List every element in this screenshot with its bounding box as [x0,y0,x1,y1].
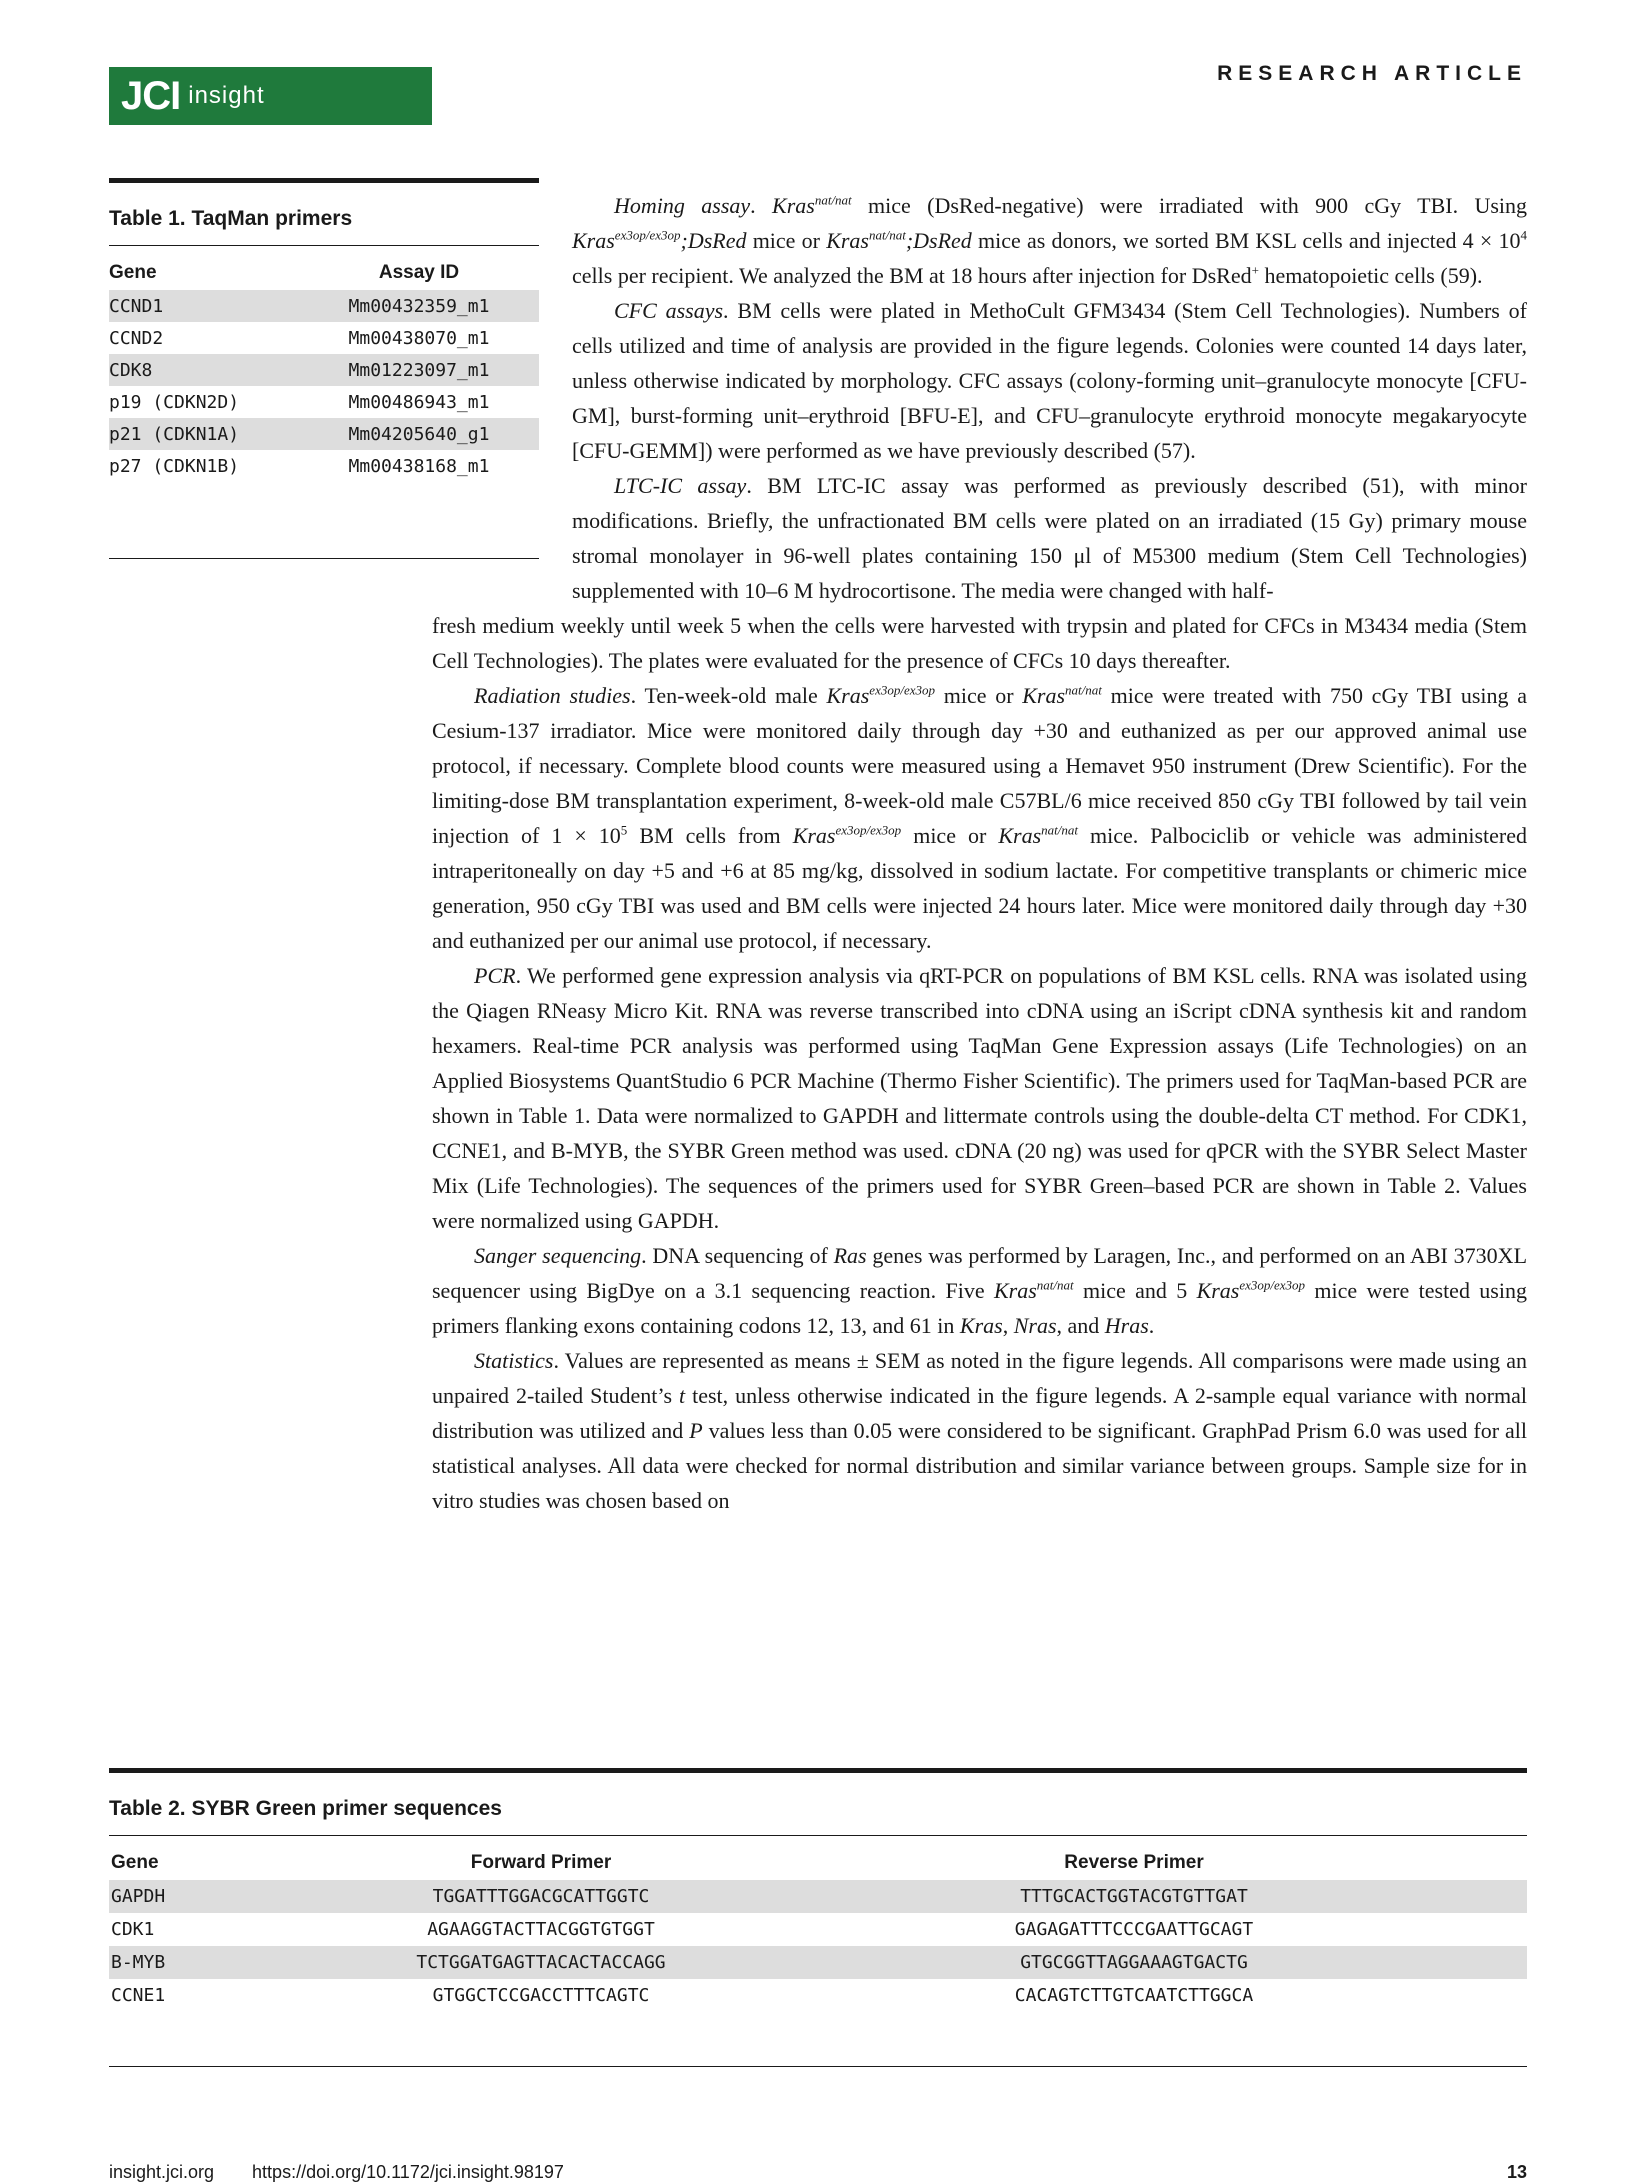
cell-reverse: GAGAGATTTCCCGAATTGCAGT [1014,1919,1254,1940]
table-row [109,1946,1527,1979]
cell-assay-id: Mm04205640_g1 [348,423,490,445]
paragraph-sanger: Sanger sequencing. DNA sequencing of Ras genes was performed by Laragen, Inc., and performed on an ABI 3730XL sequencer using BigDye on a 3.1 sequencing reaction. Five Kras$^{nat/nat}$ mice and 5 Kras$^{ex3op/ex3op}$ mice were tested using primers flanking exons containing codons 12, 13, and 61 in Kras, Nras, and Hras. [432,1243,1528,1338]
paragraph-ltc-ic-cont: fresh medium weekly until week 5 when the cells were harvested with trypsin and plated for CFCs in M3434 media (Stem Cell Technologies). The plates were evaluated for the presence of CFCs 10 days thereafter. [432,613,1527,673]
table-row [109,1979,1527,2012]
table-row [109,1913,1527,1946]
paragraph-ltc-ic: LTC-IC assay. BM LTC-IC assay was performed as previously described (51), with minor modifications. Briefly, the unfractionated BM cells were plated on an irradiated (15 Gy) primary mouse stromal monolayer in 96-well plates containing 150 μl of M5300 medium (Stem Cell Technologies) supplemented with 10–6 M hydrocortisone. The media were changed with half- [572,473,1527,603]
column-header-assay-id: Assay ID [378,262,460,283]
cell-assay-id: Mm00486943_m1 [348,391,490,413]
run-in-heading: Homing assay [614,193,751,218]
paragraph-cfc: CFC assays. BM cells were plated in MethoCult GFM3434 (Stem Cell Technologies). Numbers of cells utilized and time of analysis are provided in the figure legends. Colonies were counted 14 days later, unless otherwise indicated by morphology. CFC assays (colony-forming unit–granulocyte monocyte [CFU-GM], burst-forming unit–erythroid [BFU-E], and CFU–granulocyte erythroid monocyte megakaryocyte [CFU-GEMM]) were performed as we have previously described (57). [572,298,1527,463]
cell-reverse: GTGCGGTTAGGAAAGTGACTG [1020,1952,1248,1973]
cell-forward: GTGGCTCCGACCTTTCAGTC [432,1985,650,2006]
cell-assay-id: Mm00438168_m1 [348,455,490,477]
cell-forward: TGGATTTGGACGCATTGGTC [432,1886,650,1907]
column-header-reverse: Reverse Primer [1064,1852,1204,1873]
cell-assay-id: Mm00438070_m1 [348,327,490,349]
cell-gene: GAPDH [111,1886,166,1907]
cell-forward: TCTGGATGAGTTACACTACCAGG [416,1952,666,1973]
page-footer [109,2162,1527,2183]
cell-reverse: TTTGCACTGGTACGTGTTGAT [1020,1886,1248,1907]
table-header [109,1852,1527,1874]
cell-reverse: CACAGTCTTGTCAATCTTGGCA [1014,1985,1254,2006]
table-2 [109,1768,1527,2012]
table-top-rule [109,178,539,183]
cell-assay-id: Mm01223097_m1 [348,359,490,381]
page-number: 13 [1506,2162,1527,2182]
paragraph-radiation: Radiation studies. Ten-week-old male Kras$^{ex3op/ex3op}$ mice or Kras$^{nat/nat}$ mice were treated with 750 cGy TBI using a Cesium-137 irradiator. Mice were monitored daily through day +30 and euthanized as per our approved animal use protocol, if necessary. Complete blood counts were measured using a Hemavet 950 instrument (Drew Scientific). For the limiting-dose BM transplantation experiment, 8-week-old male C57BL/6 mice received 850 cGy TBI followed by tail vein injection of $1 \times 10^5$ BM cells from Kras$^{ex3op/ex3op}$ mice or Kras$^{nat/nat}$ mice. Palbociclib or vehicle was administered intraperitoneally on day +5 and +6 at 85 mg/kg, dissolved in sodium lactate. For competitive transplants or chimeric mice generation, 950 cGy TBI was used and BM cells were injected 24 hours later. Mice were monitored daily through day +30 and euthanized per our animal use protocol, if necessary. [432,682,1527,953]
footer-left [109,2162,564,2183]
run-in-heading: Radiation studies [474,683,631,708]
journal-logo [109,67,432,125]
paragraph-statistics: Statistics. Values are represented as means ± SEM as noted in the figure legends. All comparisons were made using an unpaired 2-tailed Student’s t test, unless otherwise indicated in the figure legends. A 2-sample equal variance with normal distribution was utilized and P values less than 0.05 were considered to be significant. GraphPad Prism 6.0 was used for all statistical analyses. All data were checked for normal distribution and similar variance between groups. Sample size for in vitro studies was chosen based on [432,1348,1527,1513]
table-top-rule [109,1768,1527,1773]
cell-gene: CCND2 [109,327,164,349]
table-bottom-rule [109,2066,1527,2067]
run-in-heading: LTC-IC assay [614,473,747,498]
cell-gene: CCNE1 [111,1985,166,2006]
doi-link[interactable]: https://doi.org/10.1172/jci.insight.98197 [252,2162,564,2182]
paragraph-pcr: PCR. We performed gene expression analysis via qRT-PCR on populations of BM KSL cells. RNA was isolated using the Qiagen RNeasy Micro Kit. RNA was reverse transcribed into cDNA using an iScript cDNA synthesis kit and random hexamers. Real-time PCR analysis was performed using TaqMan Gene Expression assays (Life Technologies) on an Applied Biosystems QuantStudio 6 PCR Machine (Thermo Fisher Scientific). The primers used for TaqMan-based PCR are shown in Table 1. Data were normalized to GAPDH and littermate controls using the double-delta CT method. For CDK1, CCNE1, and B-MYB, the SYBR Green method was used. cDNA (20 ng) was used for qPCR with the SYBR Select Master Mix (Life Technologies). The sequences of the primers used for SYBR Green–based PCR are shown in Table 2. Values were normalized using GAPDH. [432,963,1527,1233]
cell-gene: CDK1 [111,1919,155,1940]
table-rule [109,1835,1527,1836]
column-header-forward: Forward Primer [470,1852,612,1873]
run-in-heading: CFC assays [614,298,724,323]
cell-gene: p21 (CDKN1A) [109,423,240,445]
cell-assay-id: Mm00432359_m1 [348,295,490,317]
logo-sub: insight [188,82,265,109]
column-header-gene: Gene [111,1852,159,1873]
logo-main: JCI [121,73,181,118]
table-row [109,1880,1527,1913]
methods-body [432,188,1527,1518]
paragraph-homing: Homing assay. Kras$^{nat/nat}$ mice (DsRed-negative) were irradiated with 900 cGy TBI. Using Kras$^{ex3op/ex3op}$;DsRed mice or Kras$^{nat/nat}$;DsRed mice as donors, we sorted BM KSL cells and injected $4 \times 10^4$ cells per recipient. We analyzed the BM at 18 hours after injection for DsRed+ hematopoietic cells (59). [572,192,1528,288]
column-header-gene: Gene [109,262,157,283]
table-title: Table 2. SYBR Green primer sequences [109,1797,502,1820]
cell-gene: p27 (CDKN1B) [109,455,240,477]
section-label: RESEARCH ARTICLE [1217,62,1527,85]
cell-gene: CDK8 [109,359,153,381]
table-title: Table 1. TaqMan primers [109,207,353,230]
run-in-heading: PCR [474,963,516,988]
run-in-heading: Sanger sequencing [474,1243,642,1268]
run-in-heading: Statistics [474,1348,554,1373]
cell-gene: B-MYB [111,1952,166,1973]
cell-gene: p19 (CDKN2D) [109,391,240,413]
cell-forward: AGAAGGTACTTACGGTGTGGT [427,1919,655,1940]
cell-gene: CCND1 [109,295,164,317]
site-link[interactable]: insight.jci.org [109,2162,215,2182]
